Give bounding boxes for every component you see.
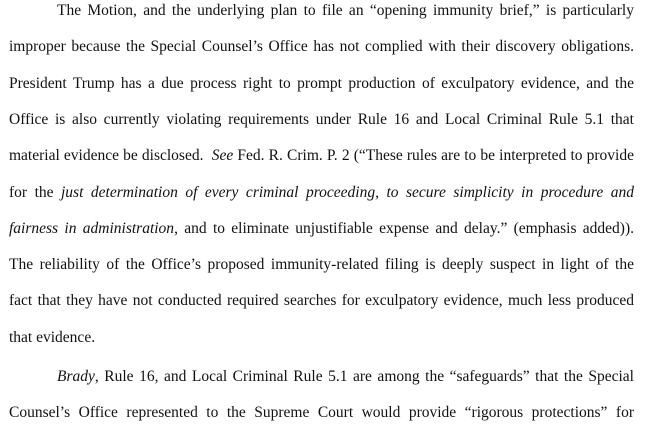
case-name-italic: Brady bbox=[57, 368, 95, 385]
text-run: , Rule 16, and Local Criminal Rule 5.1 are among the “safeguards” that the Special bbox=[94, 368, 634, 385]
text-run: , and to eliminate unjustifiable expense and delay.” (emphasis added)). bbox=[174, 220, 634, 237]
text-run: Counsel’s Office represented to the Supreme Court would provide “rigorous protections” for bbox=[9, 404, 634, 421]
text-run: fact that they have not conducted required searches for exculpatory evidence, much less produced bbox=[9, 292, 634, 309]
paragraph-1-line-9 bbox=[9, 291, 634, 311]
text-run: The reliability of the Office’s proposed immunity-related filing is deeply suspect in light of the bbox=[9, 256, 634, 273]
paragraph-2-line-2 bbox=[9, 403, 634, 423]
text-run: that evidence. bbox=[9, 329, 96, 346]
paragraph-1-line-5 bbox=[9, 146, 634, 166]
paragraph-1-line-4 bbox=[9, 110, 634, 130]
text-run: Fed. R. Crim. P. 2 (“These rules are to be interpreted to provide bbox=[233, 147, 634, 164]
text-run: material evidence be disclosed. bbox=[9, 147, 212, 164]
text-run: Office is also currently violating requirements under Rule 16 and Local Criminal Rule 5.1 that bbox=[9, 111, 634, 128]
paragraph-2-line-1 bbox=[57, 367, 634, 387]
paragraph-1-line-10 bbox=[9, 328, 634, 348]
text-run: The Motion, and the underlying plan to file an “opening immunity brief,” is particularly bbox=[57, 2, 634, 19]
paragraph-1-line-3 bbox=[9, 74, 634, 94]
paragraph-1-line-7 bbox=[9, 219, 634, 239]
paragraph-1-line-2 bbox=[9, 37, 634, 57]
text-run: for the bbox=[9, 184, 61, 201]
paragraph-1-line-8 bbox=[9, 255, 634, 275]
paragraph-1-line-6 bbox=[9, 183, 634, 203]
citation-signal-italic: See bbox=[211, 147, 234, 164]
paragraph-1-line-1 bbox=[57, 1, 634, 21]
emphasis-italic: fairness in administration bbox=[9, 220, 175, 237]
emphasis-italic: just determination of every criminal proceeding, to secure simplicity in procedure and bbox=[61, 184, 634, 201]
text-run: President Trump has a due process right to prompt production of exculpatory evidence, and the bbox=[9, 75, 634, 92]
text-run: improper because the Special Counsel’s Office has not complied with their discovery obligations. bbox=[9, 38, 634, 55]
